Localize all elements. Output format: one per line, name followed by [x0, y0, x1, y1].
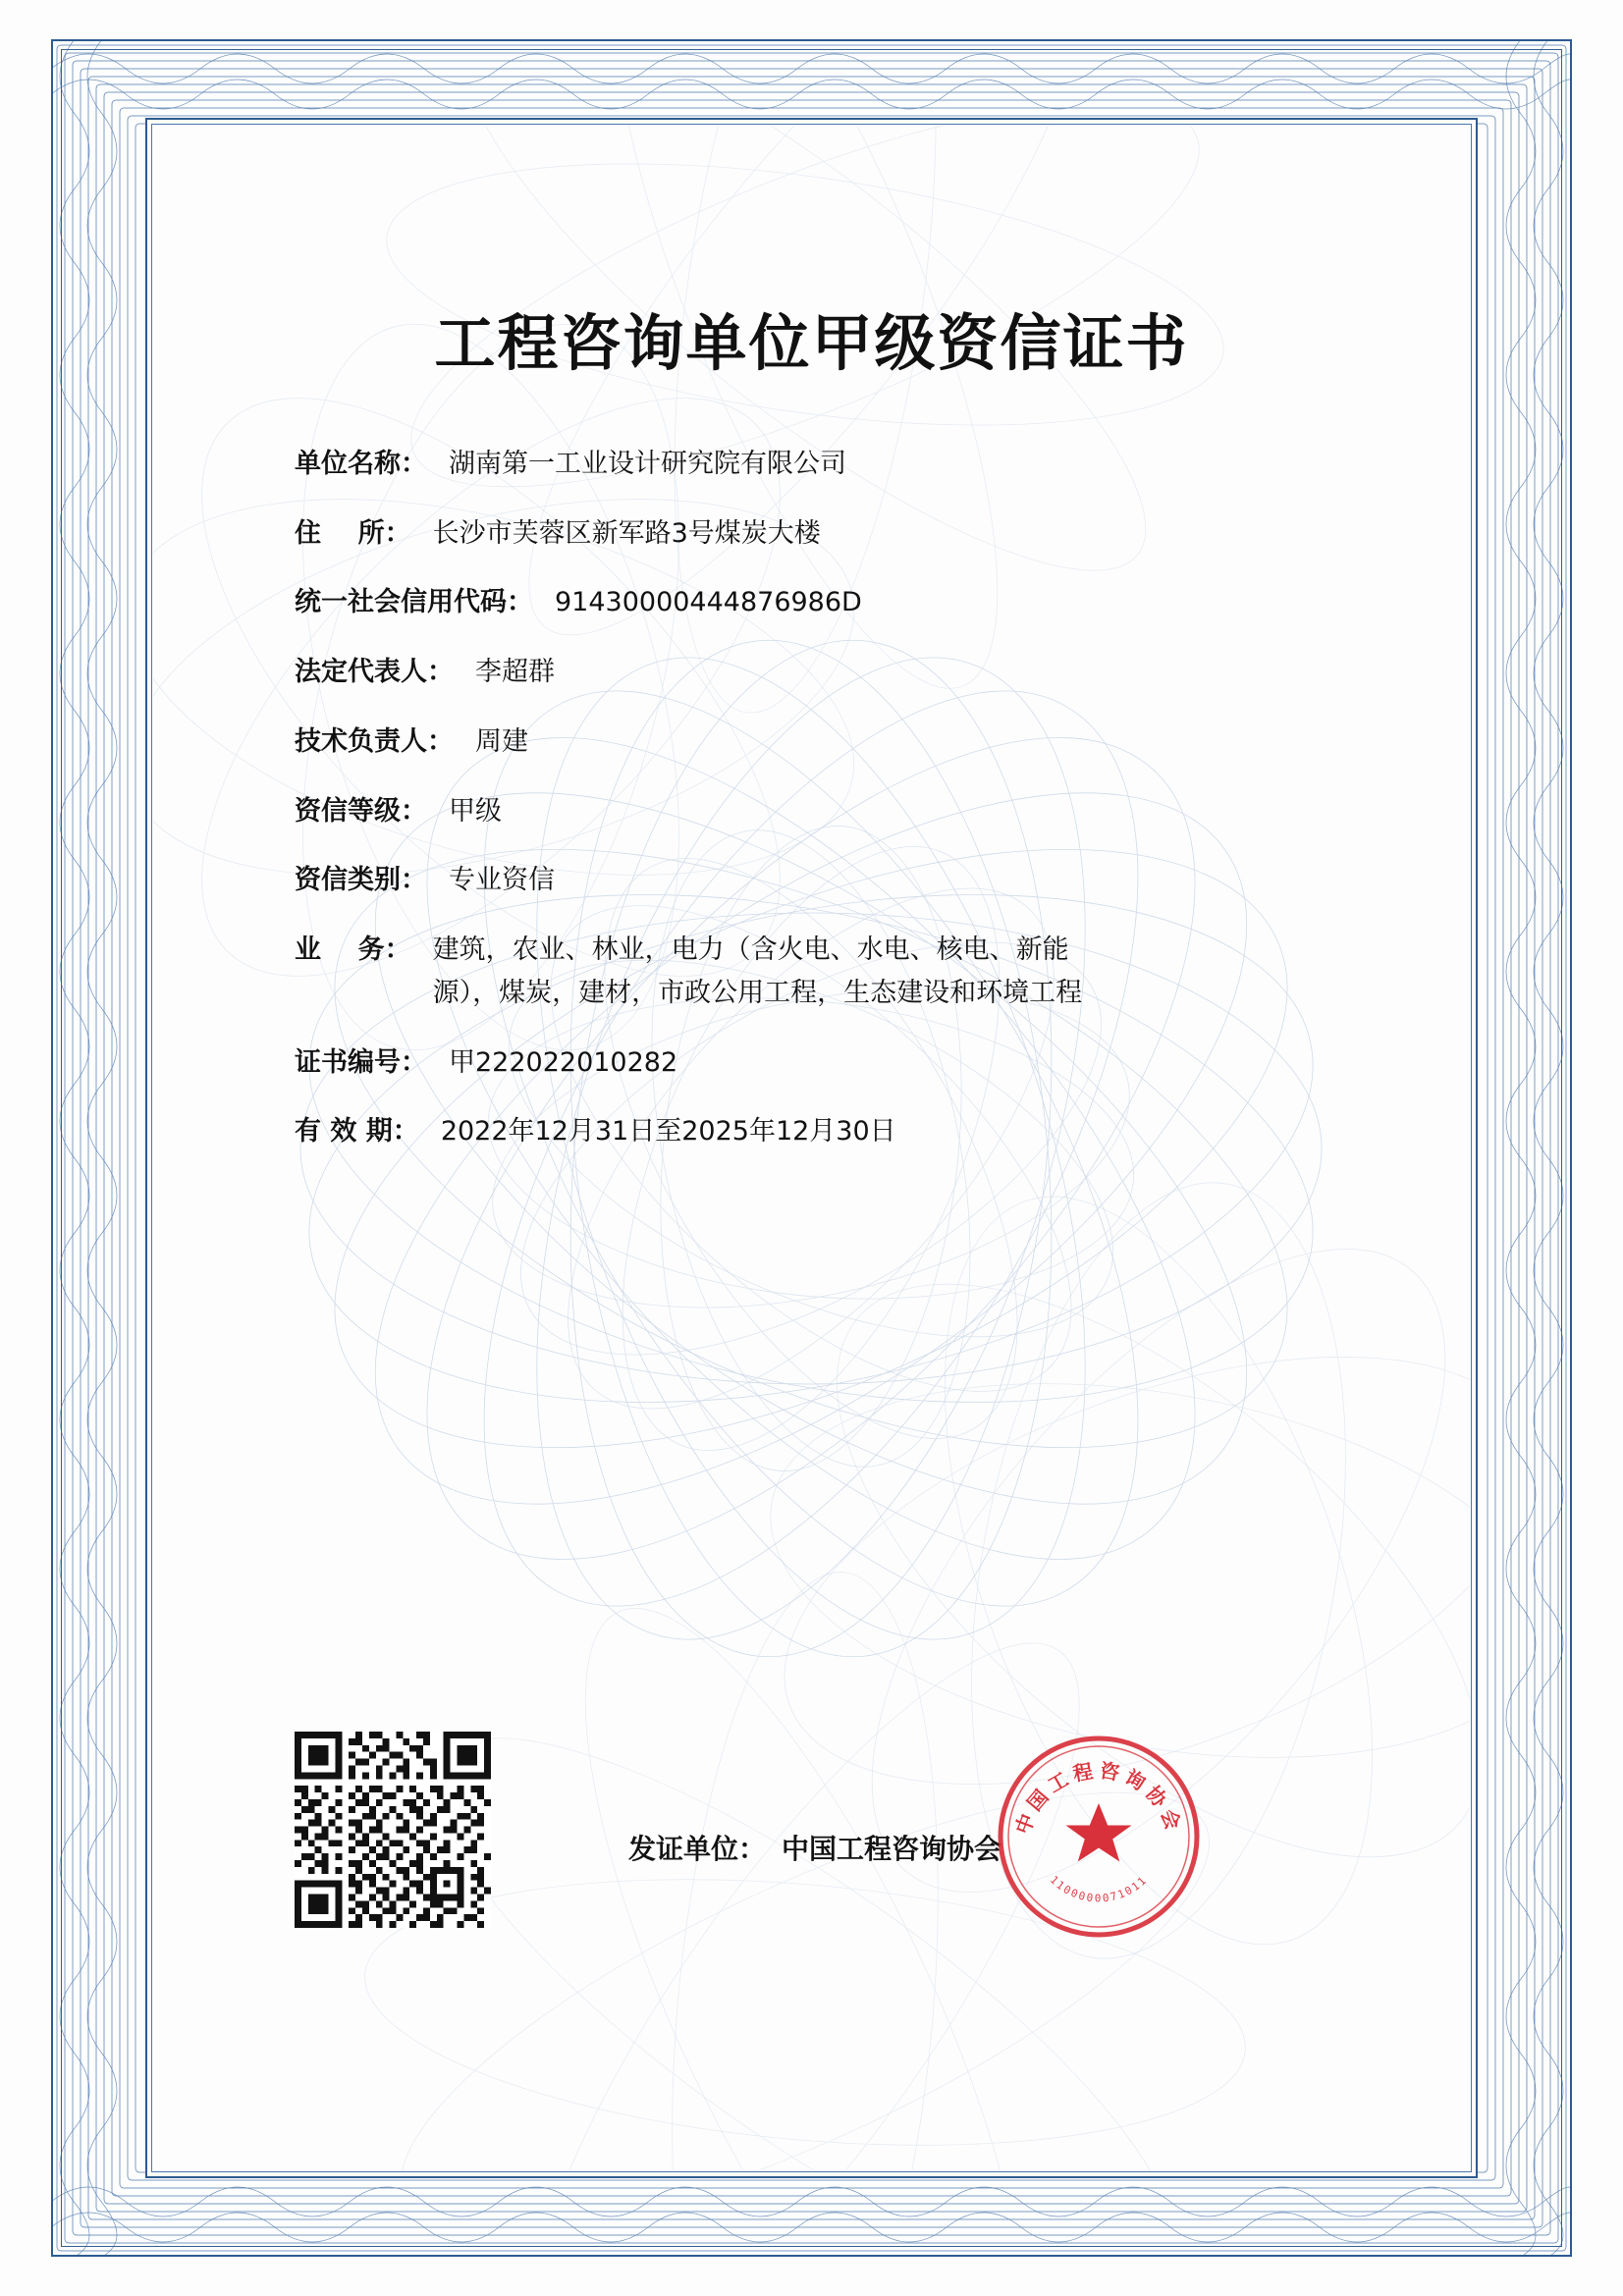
field-technical-director [295, 721, 1417, 764]
field-credit-category [295, 859, 1417, 902]
field-value: 周建 [475, 725, 528, 757]
field-label: 资信等级： [295, 795, 427, 827]
field-label: 法定代表人： [295, 657, 454, 688]
field-list [167, 443, 1456, 1153]
page-title: 工程咨询单位甲级资信证书 [434, 307, 1189, 379]
field-address [295, 512, 1417, 556]
field-label: 有 效 期： [295, 1116, 419, 1148]
field-unit-name [295, 443, 1417, 486]
field-credit-grade [295, 790, 1417, 833]
field-business-scope [295, 929, 1417, 1014]
issuer-value: 中国工程咨询协会 [782, 1833, 1002, 1865]
issuer-line [628, 1828, 1001, 1867]
field-label: 资信类别： [295, 865, 427, 896]
svg-text:1100000071011: 1100000071011 [1047, 1873, 1151, 1905]
field-value: 建筑，农业、林业，电力（含火电、水电、核电、新能源），煤炭，建材，市政公用工程，生态建设和环境工程 [432, 934, 1083, 1008]
field-certificate-number [295, 1041, 1417, 1085]
field-value: 李超群 [475, 657, 555, 688]
field-credit-code [295, 581, 1417, 624]
certificate-content [167, 137, 1456, 2159]
field-value: 专业资信 [449, 865, 555, 896]
field-value: 甲级 [449, 795, 502, 827]
svg-text:中国工程咨询协会: 中国工程咨询协会 [1010, 1758, 1187, 1838]
qr-code[interactable] [295, 1732, 491, 1928]
certificate-footer [167, 1722, 1456, 2016]
field-label: 证书编号： [295, 1046, 427, 1078]
field-label: 统一社会信用代码： [295, 587, 533, 618]
field-label: 业 务： [295, 934, 411, 966]
field-value: 长沙市芙蓉区新军路3号煤炭大楼 [432, 517, 821, 549]
field-value: 甲222022010282 [449, 1046, 678, 1078]
field-value: 2022年12月31日至2025年12月30日 [440, 1116, 896, 1148]
official-seal [992, 1730, 1206, 1944]
issuer-label: 发证单位： [628, 1833, 767, 1865]
field-validity-period [295, 1110, 1417, 1153]
field-label: 住 所： [295, 517, 411, 549]
field-value: 91430000444876986D [555, 587, 862, 618]
field-value: 湖南第一工业设计研究院有限公司 [449, 449, 846, 479]
field-label: 技术负责人： [295, 725, 454, 757]
field-legal-representative [295, 651, 1417, 694]
field-label: 单位名称： [295, 449, 427, 479]
